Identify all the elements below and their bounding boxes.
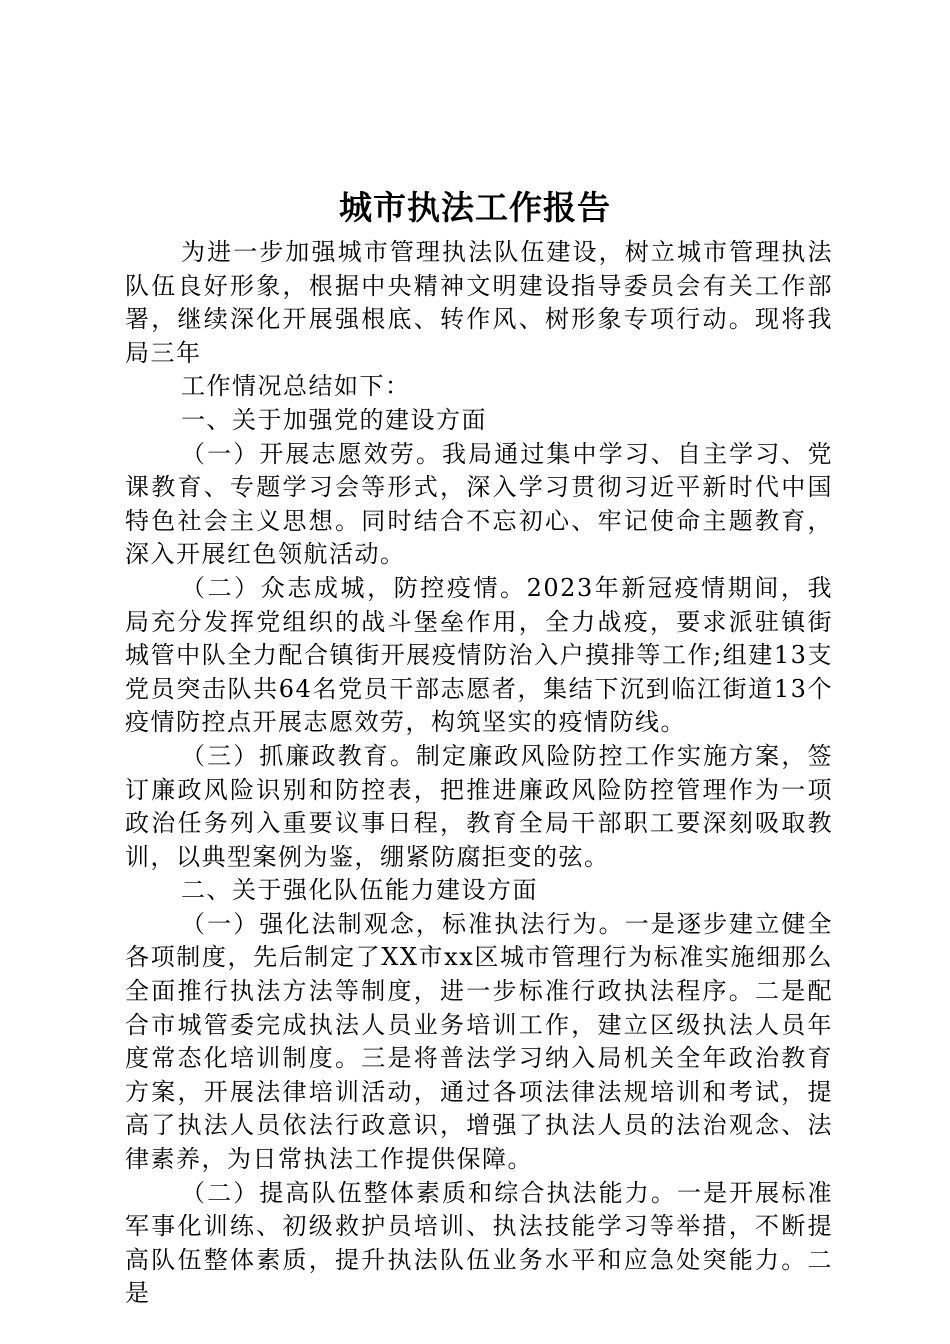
paragraph-legal-awareness: （一）强化法制观念，标准执法行为。一是逐步建立健全各项制度，先后制定了XX市xx区城市管理行为标准实施细那么全面推行执法方法等制度，进一步标准行政执法程序。二是配合市城管委完成执法人员业务培训工作，建立区级执法人员年度常态化培训制度。三是将普法学习纳入局机关全年政治教育方案，开展法律培训活动，通过各项法律法规培训和考试，提高了执法人员依法行政意识，增强了执法人员的法治观念、法律素养，为日常执法工作提供保障。 — [125, 909, 833, 1174]
paragraph-integrity-education: （三）抓廉政教育。制定廉政风险防控工作实施方案，签订廉政风险识别和防控表，把推进廉政风险防控管理作为一项政治任务列入重要议事日程，教育全局干部职工要深刻吸取教训，以典型案例为鉴，绷紧防腐拒变的弦。 — [125, 741, 833, 871]
paragraph-team-quality: （二）提高队伍整体素质和综合执法能力。一是开展标准军事化训练、初级救护员培训、执法技能学习等举措，不断提高队伍整体素质，提升执法队伍业务水平和应急处突能力。二是 — [125, 1178, 833, 1308]
section-heading-team-capability: 二、关于强化队伍能力建设方面 — [181, 876, 538, 905]
paragraph-epidemic-control: （二）众志成城，防控疫情。2023年新冠疫情期间，我局充分发挥党组织的战斗堡垒作用，全力战疫，要求派驻镇街城管中队全力配合镇街开展疫情防治入户摸排等工作;组建13支党员突击队共64名党员干部志愿者，集结下沉到临江街道13个疫情防控点开展志愿效劳，构筑坚实的疫情防线。 — [125, 573, 833, 737]
section-heading-party-building: 一、关于加强党的建设方面 — [181, 405, 487, 434]
document-title: 城市执法工作报告 — [339, 188, 611, 227]
paragraph-intro: 为进一步加强城市管理执法队伍建设，树立城市管理执法队伍良好形象，根据中央精神文明建设指导委员会有关工作部署，继续深化开展强根底、转作风、树形象专项行动。现将我局三年 — [125, 238, 833, 367]
document-body — [125, 236, 833, 1311]
paragraph-summary-lead: 工作情况总结如下： — [181, 372, 411, 401]
paragraph-volunteer-service: （一）开展志愿效劳。我局通过集中学习、自主学习、党课教育、专题学习会等形式，深入学习贯彻习近平新时代中国特色社会主义思想。同时结合不忘初心、牢记使命主题教育，深入开展红色领航活动。 — [125, 439, 833, 569]
